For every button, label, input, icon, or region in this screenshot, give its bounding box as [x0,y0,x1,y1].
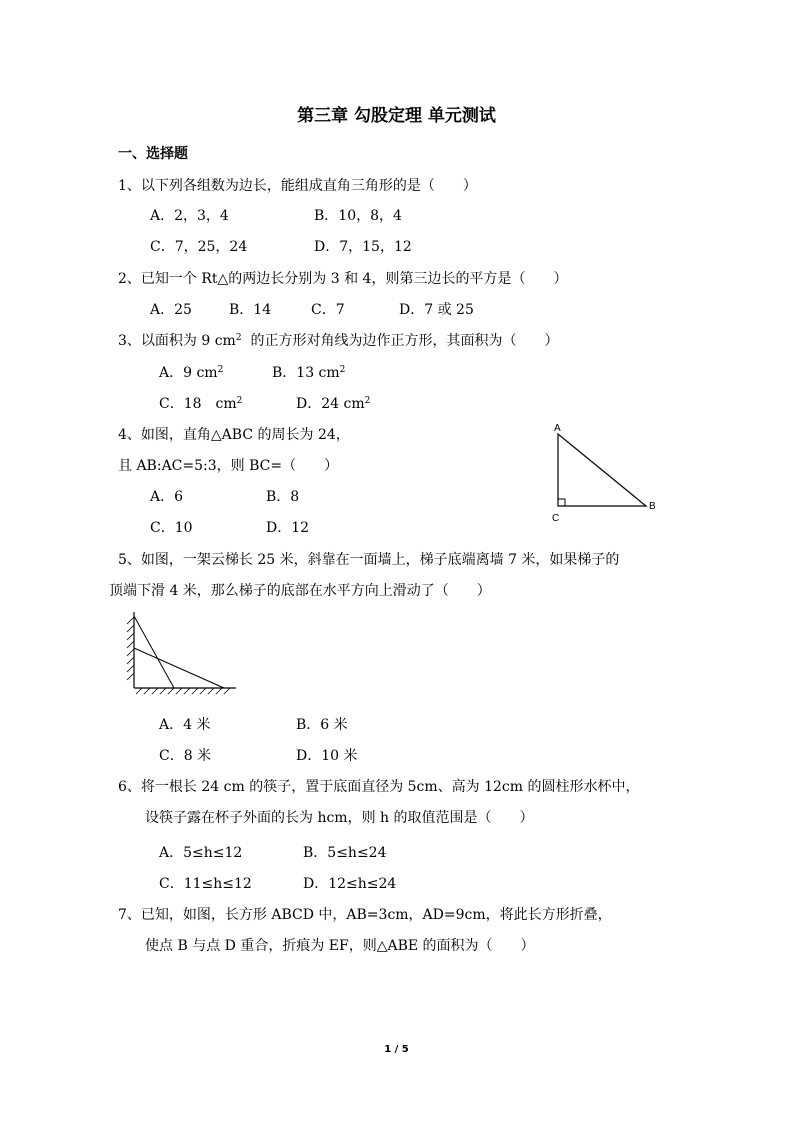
question-6-stem-line-1: 6、将一根长 24 cm 的筷子，置于底面直径为 5cm、高为 12cm 的圆柱形水杯中， [118,779,640,795]
question-4-option-a: A．6 [150,489,184,505]
question-2-option-d: D．7 或 25 [399,302,474,318]
question-2-option-a: A．25 [150,302,192,318]
question-2-stem: 2、已知一个 Rt△的两边长分别为 3 和 4，则第三边长的平方是（ ） [118,271,568,287]
option-text: D．24 cm [296,396,365,412]
question-4-option-c: C．10 [150,520,193,536]
triangle-abc [558,434,646,506]
question-7-stem-line-2: 使点 B 与点 D 重合，折痕为 EF，则△ABE 的面积为（ ） [145,938,535,954]
question-5-option-b: B．6 米 [296,717,348,733]
question-1-option-d: D．7，15，12 [314,239,412,255]
question-5-option-d: D．10 米 [296,748,358,764]
question-1-option-a: A．2，3，4 [150,208,229,224]
vertex-label-a: A [554,423,561,434]
question-3-option-c [159,397,242,411]
page-title: 第三章 勾股定理 单元测试 [297,106,496,126]
superscript-two: 2 [236,396,243,406]
ladder-original [134,616,174,688]
superscript-two: 2 [235,333,242,343]
question-3-option-b [272,366,345,380]
question-3-stem [118,334,558,348]
question-3-stem-end: 的正方形对角线为边作正方形，其面积为（ ） [250,333,559,349]
option-text: A．9 cm [159,365,218,381]
vertex-label-b: B [649,501,656,512]
vertex-label-c: C [552,513,560,524]
right-angle-marker [558,499,565,506]
superscript-two: 2 [364,396,371,406]
section-heading: 一、选择题 [118,146,188,162]
ladder-slid [134,648,224,688]
question-7-stem-line-1: 7、已知，如图，长方形 ABCD 中，AB=3cm，AD=9cm，将此长方形折叠， [118,907,612,923]
right-triangle-figure [548,420,668,530]
question-6-option-a: A．5≤h≤12 [159,845,243,861]
question-6-stem-line-2: 设筷子露在杯子外面的长为 hcm，则 h 的取值范围是（ ） [145,810,534,826]
superscript-two: 2 [339,365,346,375]
question-2-option-b: B．14 [229,302,272,318]
question-1-option-b: B．10，8，4 [314,208,402,224]
question-1-option-c: C．7，25，24 [150,239,248,255]
question-3-option-a [159,366,223,380]
question-6-option-b: B．5≤h≤24 [303,845,387,861]
question-6-option-d: D．12≤h≤24 [303,876,397,892]
question-1-stem: 1、以下列各组数为边长，能组成直角三角形的是（ ） [118,178,477,194]
question-4-stem-line-1: 4、如图，直角△ABC 的周长为 24， [118,427,350,443]
question-5-option-c: C．8 米 [159,748,212,764]
question-5-stem-line-1: 5、如图，一架云梯长 25 米，斜靠在一面墙上，梯子底端离墙 7 米，如果梯子的 [118,552,620,568]
option-text: B．13 cm [272,365,340,381]
question-4-stem-line-2: 且 AB:AC=5:3，则 BC=（ ） [118,458,339,474]
option-text: C．18 cm [159,396,237,412]
question-4-option-b: B．8 [266,489,300,505]
question-6-option-c: C．11≤h≤12 [159,876,252,892]
superscript-two: 2 [217,365,224,375]
question-4-option-d: D．12 [266,520,310,536]
question-3-stem-start: 3、以面积为 9 cm [118,333,236,349]
question-2-option-c: C．7 [311,302,345,318]
page-number: 1 / 5 [384,1044,409,1055]
question-5-option-a: A．4 米 [159,717,211,733]
ladder-figure [122,610,242,695]
wall-hatching [127,617,134,680]
question-5-stem-line-2: 顶端下滑 4 米，那么梯子的底部在水平方向上滑动了（ ） [109,583,491,599]
question-3-option-d [296,397,370,411]
ground-hatching [136,688,230,694]
